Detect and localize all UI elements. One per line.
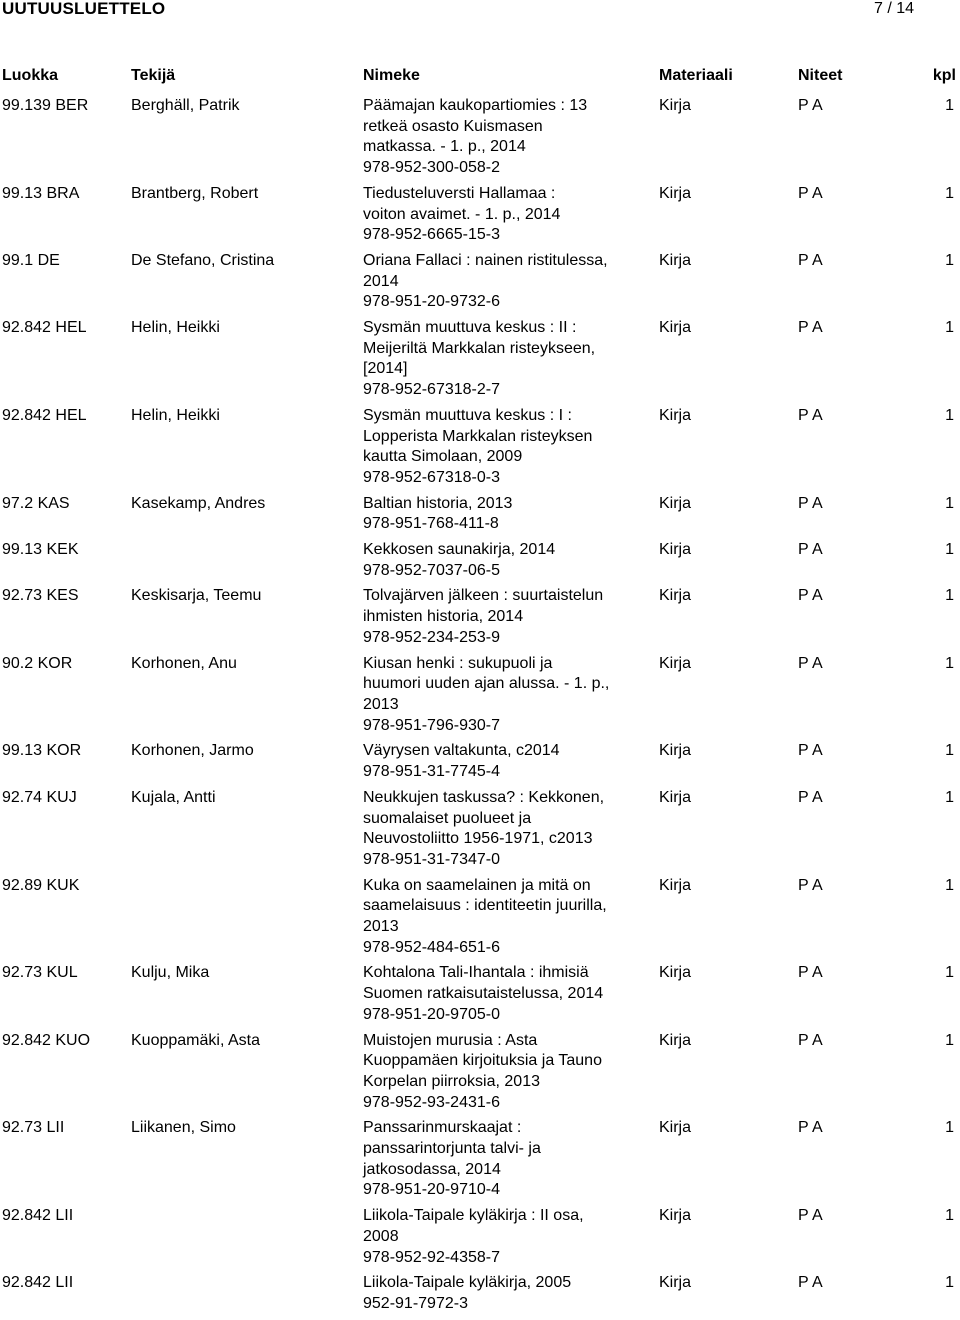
entry-isbn: 978-952-6665-15-3 [363, 226, 500, 244]
entry-title-line: huumori uuden ajan alussa. - 1. p., [363, 675, 610, 693]
entry-isbn: 978-951-796-930-7 [363, 716, 500, 734]
entry-title-line: 2013 [363, 918, 399, 936]
entry-title-line: Suomen ratkaisutaistelussa, 2014 [363, 985, 604, 1003]
entry-isbn: 978-952-93-2431-6 [363, 1093, 500, 1111]
entry-title-line: ihmisten historia, 2014 [363, 608, 524, 626]
entry-class-code: 99.13 KEK [2, 541, 79, 559]
entry-title-block [363, 654, 623, 737]
entry-class-code: 97.2 KAS [2, 494, 70, 512]
catalog-entry [0, 654, 960, 737]
catalog-entry [0, 318, 960, 401]
entry-title-block [363, 876, 623, 959]
entry-title-block [363, 1118, 623, 1201]
entry-material: Kirja [659, 541, 692, 559]
entry-material: Kirja [659, 1031, 692, 1049]
entry-copies-location: P A [798, 654, 823, 672]
entry-title-line: Päämajan kaukopartiomies : 13 [363, 97, 588, 114]
entry-title-line: Panssarinmurskaajat : [363, 1119, 522, 1137]
entry-title-line: Kiusan henki : sukupuoli ja [363, 654, 553, 672]
entry-count: 1 [945, 1031, 954, 1049]
entry-material: Kirja [659, 587, 692, 605]
entry-class-code: 92.842 LII [2, 1274, 74, 1292]
entry-class-code: 92.73 LII [2, 1119, 65, 1137]
entry-title-line: kautta Simolaan, 2009 [363, 448, 523, 466]
entry-title-line: 2013 [363, 695, 399, 713]
entry-title-block [363, 1031, 623, 1114]
entry-title-block [363, 741, 623, 782]
entry-title-line: Muistojen murusia : Asta [363, 1031, 538, 1049]
entry-author: Kujala, Antti [131, 788, 216, 806]
entry-title-block [363, 251, 623, 313]
entry-author: Kulju, Mika [131, 964, 210, 982]
page-header [0, 0, 960, 24]
entry-title-line: Kohtalona Tali-Ihantala : ihmisiä [363, 964, 589, 982]
entry-title-line: 2014 [363, 272, 399, 290]
entry-title-block [363, 788, 623, 871]
entry-isbn: 978-952-67318-0-3 [363, 468, 500, 486]
entry-copies-location: P A [798, 1119, 823, 1137]
catalog-entry [0, 1206, 960, 1268]
entry-material: Kirja [659, 788, 692, 806]
entry-count: 1 [945, 184, 954, 202]
entry-count: 1 [945, 1119, 954, 1137]
entry-class-code: 92.842 HEL [2, 406, 87, 424]
entry-title-line: Liikola-Taipale kyläkirja, 2005 [363, 1274, 572, 1292]
entry-copies-location: P A [798, 319, 823, 337]
catalog-list [0, 96, 960, 1320]
catalog-entry [0, 963, 960, 1025]
entry-count: 1 [945, 964, 954, 982]
column-headers [0, 67, 960, 89]
entry-author: Korhonen, Anu [131, 654, 237, 672]
entry-class-code: 99.1 DE [2, 251, 60, 269]
entry-class-code: 92.73 KES [2, 587, 79, 605]
entry-author: Brantberg, Robert [131, 184, 259, 202]
catalog-entry [0, 1031, 960, 1114]
entry-title-line: suomalaiset puolueet ja [363, 809, 532, 827]
entry-title-line: Liikola-Taipale kyläkirja : II osa, [363, 1207, 584, 1225]
entry-isbn: 978-951-20-9732-6 [363, 293, 500, 311]
entry-title-line: Tiedusteluversti Hallamaa : [363, 184, 556, 202]
entry-title-line: Meijeriltä Markkalan risteykseen, [363, 339, 596, 357]
entry-class-code: 99.13 BRA [2, 184, 80, 202]
entry-class-code: 92.74 KUJ [2, 788, 77, 806]
entry-title-line: Neuvostoliitto 1956-1971, c2013 [363, 830, 593, 848]
entry-class-code: 92.842 HEL [2, 319, 87, 337]
entry-isbn: 978-951-31-7347-0 [363, 850, 500, 868]
catalog-entry [0, 1273, 960, 1314]
entry-class-code: 92.73 KUL [2, 964, 78, 982]
entry-copies-location: P A [798, 788, 823, 806]
entry-count: 1 [945, 788, 954, 806]
entry-copies-location: P A [798, 1274, 823, 1292]
entry-count: 1 [945, 587, 954, 605]
entry-count: 1 [945, 1207, 954, 1225]
entry-class-code: 92.842 KUO [2, 1031, 91, 1049]
catalog-entry [0, 586, 960, 648]
catalog-entry [0, 876, 960, 959]
catalog-entry [0, 741, 960, 782]
entry-material: Kirja [659, 1207, 692, 1225]
entry-class-code: 99.13 KOR [2, 742, 82, 760]
entry-title-line: Baltian historia, 2013 [363, 494, 513, 512]
entry-title-block [363, 406, 623, 489]
entry-material: Kirja [659, 319, 692, 337]
entry-title-line: 2008 [363, 1227, 399, 1245]
entry-author: Korhonen, Jarmo [131, 742, 254, 760]
entry-author: De Stefano, Cristina [131, 251, 275, 269]
entry-class-code: 92.842 LII [2, 1207, 74, 1225]
entry-title-line: Kuoppamäen kirjoituksia ja Tauno [363, 1052, 602, 1070]
entry-isbn: 978-951-20-9705-0 [363, 1005, 500, 1023]
column-header-niteet: Niteet [798, 67, 843, 84]
entry-material: Kirja [659, 1119, 692, 1137]
entry-material: Kirja [659, 742, 692, 760]
entry-material: Kirja [659, 494, 692, 512]
entry-material: Kirja [659, 876, 692, 894]
entry-copies-location: P A [798, 184, 823, 202]
catalog-entry [0, 540, 960, 581]
entry-title-line: Väyrysen valtakunta, c2014 [363, 742, 560, 760]
entry-author: Helin, Heikki [131, 319, 220, 337]
entry-title-line: panssarintorjunta talvi- ja [363, 1140, 541, 1158]
entry-author: Berghäll, Patrik [131, 97, 240, 114]
entry-title-line: matkassa. - 1. p., 2014 [363, 138, 526, 156]
entry-title-line: Kuka on saamelainen ja mitä on [363, 876, 591, 894]
catalog-entry [0, 788, 960, 871]
entry-title-block [363, 540, 623, 581]
entry-isbn: 978-952-300-058-2 [363, 159, 500, 177]
entry-title-block [363, 1273, 623, 1314]
entry-author: Kuoppamäki, Asta [131, 1031, 260, 1049]
entry-title-line: [2014] [363, 360, 408, 378]
entry-title-block [363, 963, 623, 1025]
entry-title-line: Lopperista Markkalan risteyksen [363, 427, 593, 445]
catalog-entry [0, 1118, 960, 1201]
entry-copies-location: P A [798, 587, 823, 605]
entry-title-block [363, 96, 623, 179]
catalog-entry [0, 494, 960, 535]
entry-class-code: 90.2 KOR [2, 654, 73, 672]
entry-count: 1 [945, 541, 954, 559]
entry-isbn: 978-952-67318-2-7 [363, 381, 500, 399]
entry-material: Kirja [659, 406, 692, 424]
entry-copies-location: P A [798, 964, 823, 982]
entry-class-code: 92.89 KUK [2, 876, 80, 894]
entry-copies-location: P A [798, 1031, 823, 1049]
catalog-entry [0, 96, 960, 179]
entry-material: Kirja [659, 964, 692, 982]
entry-copies-location: P A [798, 494, 823, 512]
entry-material: Kirja [659, 184, 692, 202]
entry-count: 1 [945, 742, 954, 760]
entry-title-line: saamelaisuus : identiteetin juurilla, [363, 897, 607, 915]
entry-title-line: Neukkujen taskussa? : Kekkonen, [363, 788, 605, 806]
entry-author: Liikanen, Simo [131, 1119, 236, 1137]
entry-count: 1 [945, 97, 954, 114]
entry-class-code: 99.139 BER [2, 97, 89, 114]
column-header-luokka: Luokka [2, 67, 59, 84]
page-number: 7 / 14 [873, 0, 914, 17]
entry-title-line: Tolvajärven jälkeen : suurtaistelun [363, 587, 604, 605]
entry-copies-location: P A [798, 406, 823, 424]
entry-author: Keskisarja, Teemu [131, 587, 262, 605]
entry-title-block [363, 184, 623, 246]
entry-title-block [363, 318, 623, 401]
column-header-nimeke: Nimeke [363, 67, 420, 84]
entry-title-line: Sysmän muuttuva keskus : I : [363, 406, 572, 424]
document-title: UUTUUSLUETTELO [2, 0, 166, 18]
entry-title-line: jatkosodassa, 2014 [363, 1160, 501, 1178]
entry-title-line: Kekkosen saunakirja, 2014 [363, 541, 556, 559]
entry-isbn: 978-951-31-7745-4 [363, 763, 500, 781]
entry-title-line: voiton avaimet. - 1. p., 2014 [363, 205, 561, 223]
entry-material: Kirja [659, 97, 692, 114]
entry-title-line: Oriana Fallaci : nainen ristitulessa, [363, 251, 608, 269]
entry-title-line: Korpelan piirroksia, 2013 [363, 1072, 540, 1090]
entry-copies-location: P A [798, 541, 823, 559]
entry-count: 1 [945, 251, 954, 269]
entry-copies-location: P A [798, 742, 823, 760]
entry-copies-location: P A [798, 251, 823, 269]
entry-author: Helin, Heikki [131, 406, 220, 424]
catalog-entry [0, 184, 960, 246]
entry-isbn: 978-951-20-9710-4 [363, 1181, 500, 1199]
catalog-entry [0, 406, 960, 489]
entry-count: 1 [945, 406, 954, 424]
entry-material: Kirja [659, 654, 692, 672]
entry-copies-location: P A [798, 97, 823, 114]
entry-author: Kasekamp, Andres [131, 494, 266, 512]
entry-count: 1 [945, 876, 954, 894]
entry-count: 1 [945, 494, 954, 512]
entry-title-block [363, 1206, 623, 1268]
entry-material: Kirja [659, 251, 692, 269]
entry-isbn: 978-952-7037-06-5 [363, 561, 500, 579]
entry-isbn: 952-91-7972-3 [363, 1294, 468, 1312]
entry-isbn: 978-952-234-253-9 [363, 628, 500, 646]
entry-count: 1 [945, 654, 954, 672]
entry-isbn: 978-952-484-651-6 [363, 938, 500, 956]
entry-copies-location: P A [798, 1207, 823, 1225]
column-header-materiaali: Materiaali [659, 67, 733, 84]
column-header-tekija: Tekijä [131, 67, 176, 84]
entry-count: 1 [945, 319, 954, 337]
column-header-kpl: kpl [932, 67, 956, 84]
entry-material: Kirja [659, 1274, 692, 1292]
entry-isbn: 978-951-768-411-8 [363, 515, 499, 533]
entry-title-line: Sysmän muuttuva keskus : II : [363, 319, 577, 337]
entry-title-block [363, 586, 623, 648]
catalog-entry [0, 251, 960, 313]
entry-count: 1 [945, 1274, 954, 1292]
entry-isbn: 978-952-92-4358-7 [363, 1248, 500, 1266]
entry-title-line: retkeä osasto Kuismasen [363, 117, 543, 135]
entry-copies-location: P A [798, 876, 823, 894]
entry-title-block [363, 494, 623, 535]
